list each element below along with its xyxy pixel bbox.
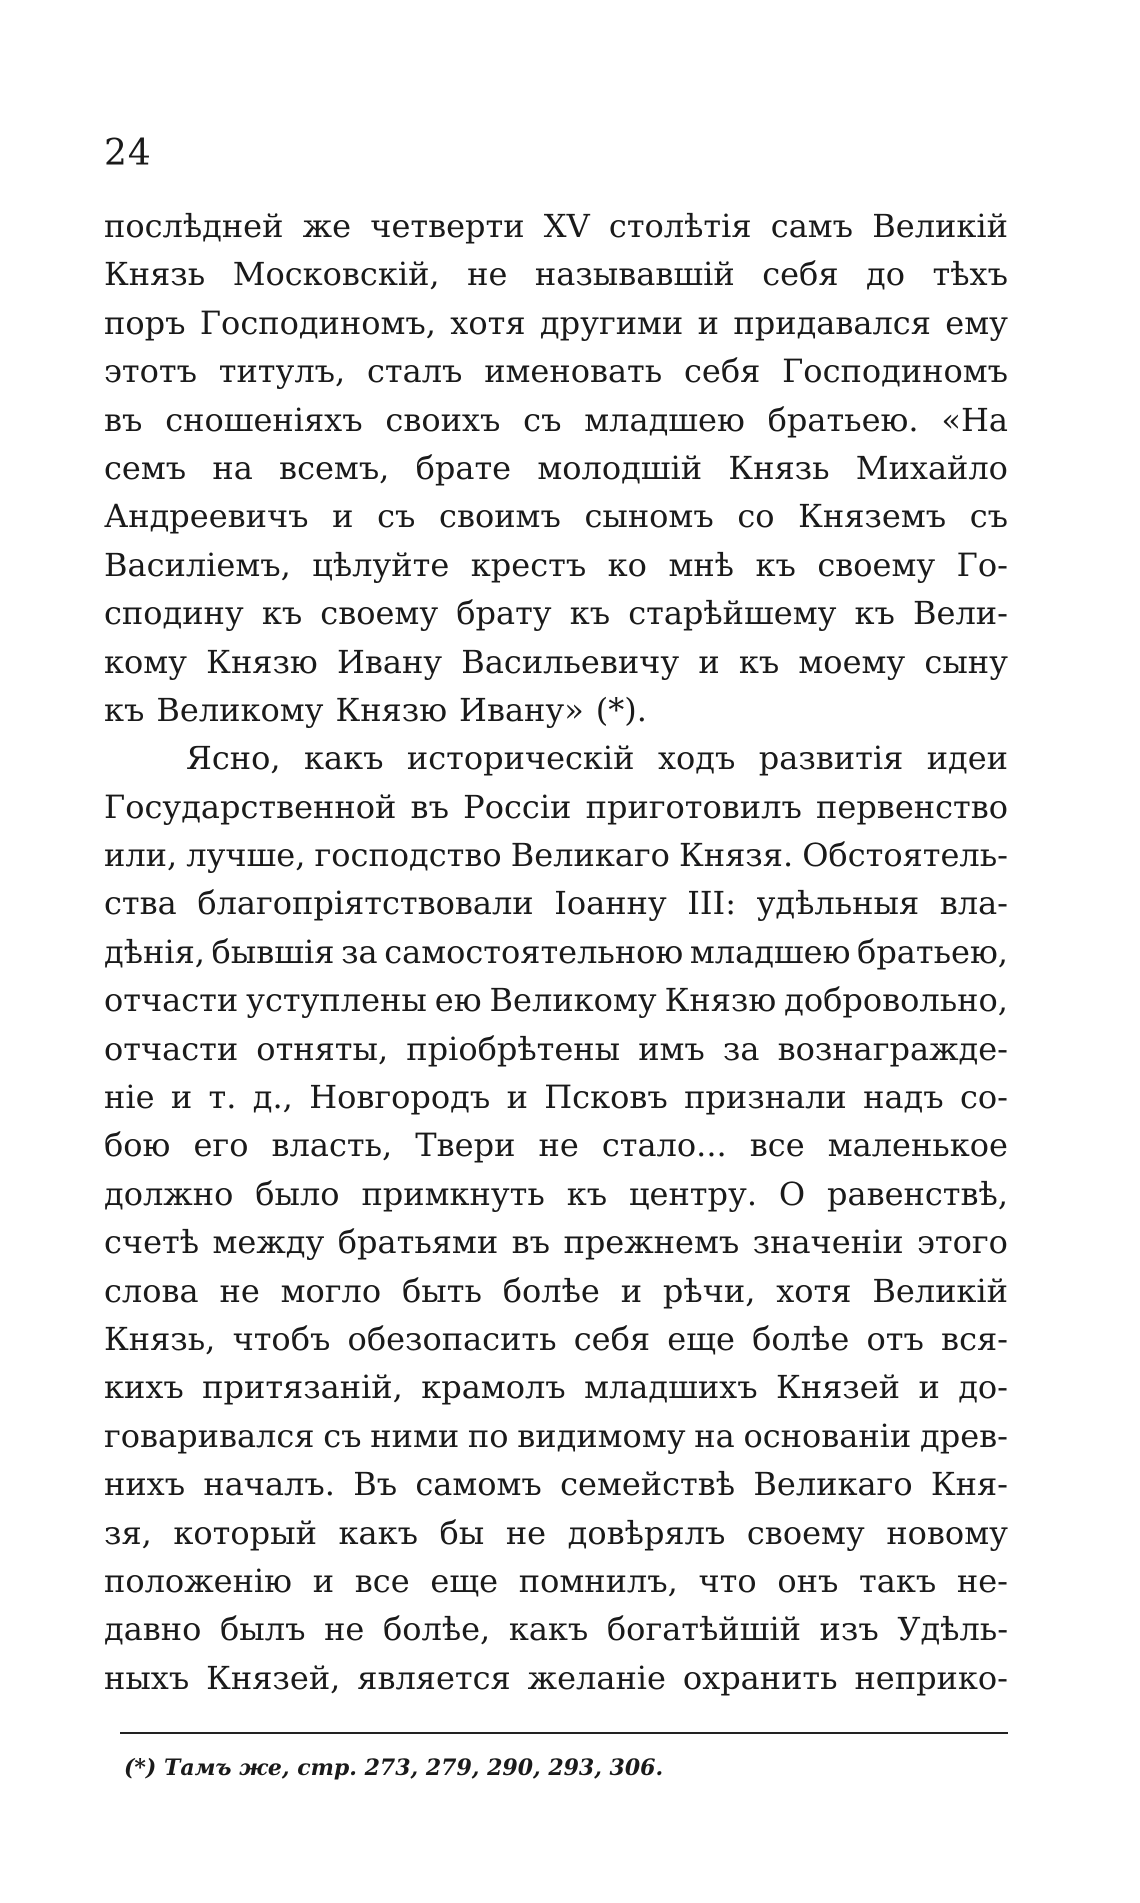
text-word: изъ [819, 1610, 879, 1649]
text-line [104, 928, 1008, 976]
text-word: отъ [866, 1319, 924, 1358]
text-word: и [332, 497, 354, 536]
text-word: Васильевичу [461, 642, 680, 681]
text-word: семействѣ [560, 1465, 736, 1504]
text-line [104, 1363, 1008, 1411]
text-word: ства [104, 884, 177, 923]
text-word: его [193, 1126, 249, 1165]
text-word: старѣйшему [628, 594, 837, 633]
text-word: титулъ, [218, 352, 346, 391]
text-word: по [467, 1416, 509, 1455]
text-word: за [722, 1029, 760, 1068]
page-number: 24 [104, 133, 152, 174]
text-line [104, 1605, 1008, 1653]
text-word: маленькое [827, 1126, 1008, 1165]
text-word: какъ [338, 1513, 418, 1552]
text-word: Въ [353, 1465, 398, 1504]
text-word: въ [511, 1223, 550, 1262]
text-word: Псковъ [544, 1078, 668, 1117]
text-word: цѣлуйте [312, 545, 450, 584]
text-word: къ [755, 545, 796, 584]
text-word: сталъ [367, 352, 463, 391]
text-word: Обстоятель- [802, 836, 1008, 875]
text-word: значеніи [752, 1223, 904, 1262]
text-word: признали [684, 1078, 847, 1117]
text-word: этого [917, 1223, 1008, 1262]
text-word: должно [104, 1174, 234, 1213]
text-word: не- [956, 1561, 1008, 1600]
text-word: со- [959, 1078, 1008, 1117]
text-word: моему [798, 642, 906, 681]
text-word: себя [762, 255, 839, 294]
text-word: могло [280, 1271, 382, 1310]
text-word: сношеніяхъ [165, 400, 363, 439]
text-word: братьею, [857, 932, 1008, 971]
text-word: этотъ [104, 352, 197, 391]
text-word: Великому [156, 690, 324, 729]
text-word: на [212, 448, 253, 487]
text-word: Андреевичъ [104, 497, 309, 536]
text-line [104, 1073, 1008, 1121]
text-word: и [698, 642, 720, 681]
footnote: (*) Тамъ же, стр. 273, 279, 290, 293, 306. [124, 1755, 664, 1781]
text-line [104, 1170, 1008, 1218]
text-word: Княземъ [798, 497, 947, 536]
text-word: со [737, 497, 775, 536]
text-word: своему [746, 1513, 865, 1552]
text-word: давно [104, 1610, 202, 1649]
text-line [104, 1460, 1008, 1508]
text-word: самомъ [415, 1465, 542, 1504]
text-line [104, 976, 1008, 1024]
text-word: дѣнія, [104, 932, 205, 971]
text-line [104, 541, 1008, 589]
text-word: зя, [104, 1513, 152, 1552]
text-word: Ивану» [459, 690, 584, 729]
text-line [104, 879, 1008, 927]
text-word: бывшія [211, 932, 335, 971]
text-word: является [357, 1658, 511, 1697]
text-word: говаривался [104, 1416, 315, 1455]
text-word: своему [817, 545, 936, 584]
text-word: Князей, [206, 1658, 341, 1697]
text-word: братьями [337, 1223, 499, 1262]
text-word: Го- [956, 545, 1008, 584]
text-word: III: [687, 884, 736, 923]
text-word: центру. [628, 1174, 757, 1213]
text-word: и [170, 1078, 193, 1117]
text-word: неприко- [854, 1658, 1008, 1697]
text-word: именовать [484, 352, 663, 391]
text-word: молодшій [537, 448, 703, 487]
text-line [104, 250, 1008, 298]
text-word: всемъ, [279, 448, 390, 487]
text-word: придавался [733, 303, 931, 342]
text-word: крестъ [470, 545, 587, 584]
text-word: самостоятельною [384, 932, 684, 971]
text-word: Россіи [463, 787, 572, 826]
text-word: быть [402, 1271, 482, 1310]
text-word: къ [104, 690, 145, 729]
text-word: имъ [638, 1029, 705, 1068]
text-word: было [255, 1174, 340, 1213]
text-word: не [505, 1513, 547, 1552]
text-word: кому [104, 642, 187, 681]
body-text [104, 202, 1008, 1702]
text-word: бы [439, 1513, 485, 1552]
text-word: сподину [104, 594, 244, 633]
text-word: сыну [924, 642, 1008, 681]
text-word: Ивану [336, 642, 443, 681]
text-word: отчасти [104, 981, 239, 1020]
text-word: Вели- [912, 594, 1008, 633]
text-line [104, 1654, 1008, 1702]
text-word: что [698, 1561, 757, 1600]
text-word: Великій [872, 207, 1008, 245]
text-word: желаніе [527, 1658, 666, 1697]
text-word: ему [945, 303, 1008, 342]
text-word: семъ [104, 448, 187, 487]
text-word: Князь [728, 448, 830, 487]
text-word: ніе [104, 1078, 155, 1117]
text-word: къ [261, 594, 303, 633]
text-word: Князь [104, 255, 206, 294]
text-word: въ [104, 400, 143, 439]
text-word: (*). [595, 690, 647, 729]
text-word: брате [415, 448, 512, 487]
text-word: Удѣль- [897, 1610, 1008, 1649]
text-line [104, 831, 1008, 879]
text-line [104, 686, 1008, 734]
text-word: своимъ [439, 497, 561, 536]
text-line [104, 589, 1008, 637]
text-word: лучше, [186, 836, 306, 875]
text-word: и [506, 1078, 528, 1117]
text-word: брату [456, 594, 552, 633]
text-word: на [694, 1416, 735, 1455]
text-word: добровольно, [784, 981, 1008, 1020]
text-word: отчасти [104, 1029, 239, 1068]
text-word: Великому [489, 981, 657, 1020]
text-word: ходъ [657, 739, 736, 778]
text-line [104, 1267, 1008, 1315]
text-word: д., [252, 1078, 293, 1117]
text-word: отняты, [256, 1029, 389, 1068]
text-word: поръ [104, 303, 186, 342]
text-word: своихъ [385, 400, 501, 439]
text-word: Великій [872, 1271, 1008, 1310]
text-word: къ [854, 594, 895, 633]
text-word: съ [523, 400, 562, 439]
text-word: началъ. [203, 1465, 335, 1504]
text-word: Великаго [753, 1465, 913, 1504]
text-word: съ [323, 1416, 362, 1455]
text-word: приготовилъ [585, 787, 802, 826]
text-word: какъ [303, 739, 384, 778]
text-word: слова [104, 1271, 199, 1310]
text-word: съ [377, 497, 416, 536]
text-word: къ [738, 642, 780, 681]
text-word: вся- [941, 1319, 1008, 1358]
text-word: другими [539, 303, 684, 342]
text-word: не [219, 1271, 260, 1310]
text-word: древ- [920, 1416, 1008, 1455]
text-word: Іоанну [554, 884, 667, 923]
text-line [104, 1509, 1008, 1557]
text-word: вознагражде- [777, 1029, 1008, 1068]
text-line [104, 1121, 1008, 1169]
text-word: какъ [508, 1610, 589, 1649]
text-word: уступлены [246, 981, 427, 1020]
text-word: не [467, 255, 508, 294]
text-word: и [312, 1561, 335, 1600]
text-word: къ [569, 594, 611, 633]
text-word: тѣхъ [932, 255, 1008, 294]
text-word: прежнемъ [563, 1223, 740, 1262]
text-word: между [212, 1223, 325, 1262]
text-word: обезопасить [347, 1319, 557, 1358]
text-word: рѣчи, [662, 1271, 756, 1310]
text-word: Новгородъ [309, 1078, 491, 1117]
text-word: своему [320, 594, 439, 633]
text-word: называвшій [534, 255, 735, 294]
text-word: такъ [859, 1561, 937, 1600]
text-word: видимому [517, 1416, 686, 1455]
text-line [104, 1315, 1008, 1363]
text-word: О [778, 1174, 806, 1213]
text-word: съ [969, 497, 1008, 536]
text-word: младшею [689, 932, 851, 971]
footnote-rule [120, 1732, 1008, 1734]
text-word: основаніи [743, 1416, 912, 1455]
text-word: XV [543, 207, 590, 245]
text-word: ко [607, 545, 647, 584]
text-line [104, 1025, 1008, 1073]
text-word: крамолъ [421, 1368, 566, 1407]
text-word: и [918, 1368, 940, 1407]
text-word: Великаго [510, 836, 670, 875]
text-word: въ [410, 787, 449, 826]
text-word: Государственной [104, 787, 397, 826]
text-word: Князю [335, 690, 448, 729]
text-word: пріобрѣтены [406, 1029, 621, 1068]
text-word: ныхъ [104, 1658, 190, 1697]
text-word: еще [430, 1561, 499, 1600]
text-word: надъ [863, 1078, 944, 1117]
text-word: первенство [816, 787, 1008, 826]
text-word: четверти [370, 207, 525, 245]
text-word: Князя. [679, 836, 794, 875]
text-line [104, 783, 1008, 831]
text-line [104, 1218, 1008, 1266]
text-word: благопріятствовали [197, 884, 534, 923]
text-line [104, 202, 1008, 250]
text-word: себя [573, 1319, 651, 1358]
text-line [104, 1412, 1008, 1460]
text-word: же [302, 207, 352, 245]
text-word: болѣе [502, 1271, 600, 1310]
text-word: довѣрялъ [567, 1513, 726, 1552]
text-word: историческій [406, 739, 635, 778]
text-word: власть, [271, 1126, 393, 1165]
text-word: до- [958, 1368, 1008, 1407]
text-word: все [354, 1561, 410, 1600]
text-word: не [538, 1126, 579, 1165]
text-word: болѣе, [382, 1610, 491, 1649]
text-word: къ [566, 1174, 608, 1213]
text-word: примкнуть [361, 1174, 545, 1213]
text-line [104, 492, 1008, 540]
text-word: т. [208, 1078, 237, 1117]
text-word: богатѣйшій [606, 1610, 801, 1649]
text-line [104, 638, 1008, 686]
text-line [104, 396, 1008, 444]
text-word: себя [683, 352, 761, 391]
text-word: Князю [206, 642, 318, 681]
text-word: Твери [415, 1126, 516, 1165]
text-word: чтобъ [232, 1319, 331, 1358]
text-word: младшихъ [584, 1368, 758, 1407]
text-word: былъ [220, 1610, 306, 1649]
text-word: притязаній, [202, 1368, 403, 1407]
text-word: «На [941, 400, 1008, 439]
text-word: за [341, 932, 378, 971]
text-word: еще [667, 1319, 735, 1358]
text-word: не [324, 1610, 365, 1649]
text-word: самъ [770, 207, 854, 245]
text-word: Господиномъ, [199, 303, 436, 342]
text-word: нихъ [104, 1465, 186, 1504]
text-line [104, 734, 1008, 782]
text-line [104, 299, 1008, 347]
text-word: кихъ [104, 1368, 184, 1407]
text-line [104, 444, 1008, 492]
text-word: болѣе [752, 1319, 850, 1358]
text-word: все [749, 1126, 805, 1165]
text-word: Кня- [930, 1465, 1008, 1504]
text-word: Князь, [104, 1319, 216, 1358]
text-word: или, [104, 836, 178, 875]
text-word: Господиномъ [782, 352, 1008, 391]
text-word: послѣдней [104, 207, 284, 245]
text-word: Московскій, [232, 255, 440, 294]
text-word: господство [314, 836, 502, 875]
text-word: мнѣ [668, 545, 734, 584]
text-word: равенствѣ, [827, 1174, 1008, 1213]
text-word: который [173, 1513, 317, 1552]
text-word: и [620, 1271, 643, 1310]
text-line [104, 347, 1008, 395]
text-word: развитія [758, 739, 904, 778]
text-word: столѣтія [608, 207, 752, 245]
text-word: бою [104, 1126, 171, 1165]
text-line [104, 1557, 1008, 1605]
text-word: Василіемъ, [104, 545, 291, 584]
text-word: братьею. [767, 400, 919, 439]
text-word: Князей [776, 1368, 900, 1407]
text-word: хотя [776, 1271, 852, 1310]
text-word: помнилъ, [518, 1561, 678, 1600]
text-word: стало... [601, 1126, 727, 1165]
text-word: младшею [584, 400, 745, 439]
text-word: хотя [450, 303, 526, 342]
text-word: идеи [926, 739, 1008, 778]
text-word: счетѣ [104, 1223, 200, 1262]
text-word: вла- [939, 884, 1008, 923]
text-word: и [697, 303, 719, 342]
text-word: Ясно, [186, 739, 281, 778]
text-word: онъ [777, 1561, 839, 1600]
text-word: до [866, 255, 905, 294]
text-word: сыномъ [584, 497, 714, 536]
text-word: ними [370, 1416, 460, 1455]
text-word: охранить [682, 1658, 838, 1697]
text-word: Князю [664, 981, 777, 1020]
text-word: удѣльныя [756, 884, 920, 923]
text-word: положенію [104, 1561, 292, 1600]
text-word: новому [886, 1513, 1008, 1552]
text-word: Михайло [855, 448, 1008, 487]
text-word: ею [434, 981, 482, 1020]
